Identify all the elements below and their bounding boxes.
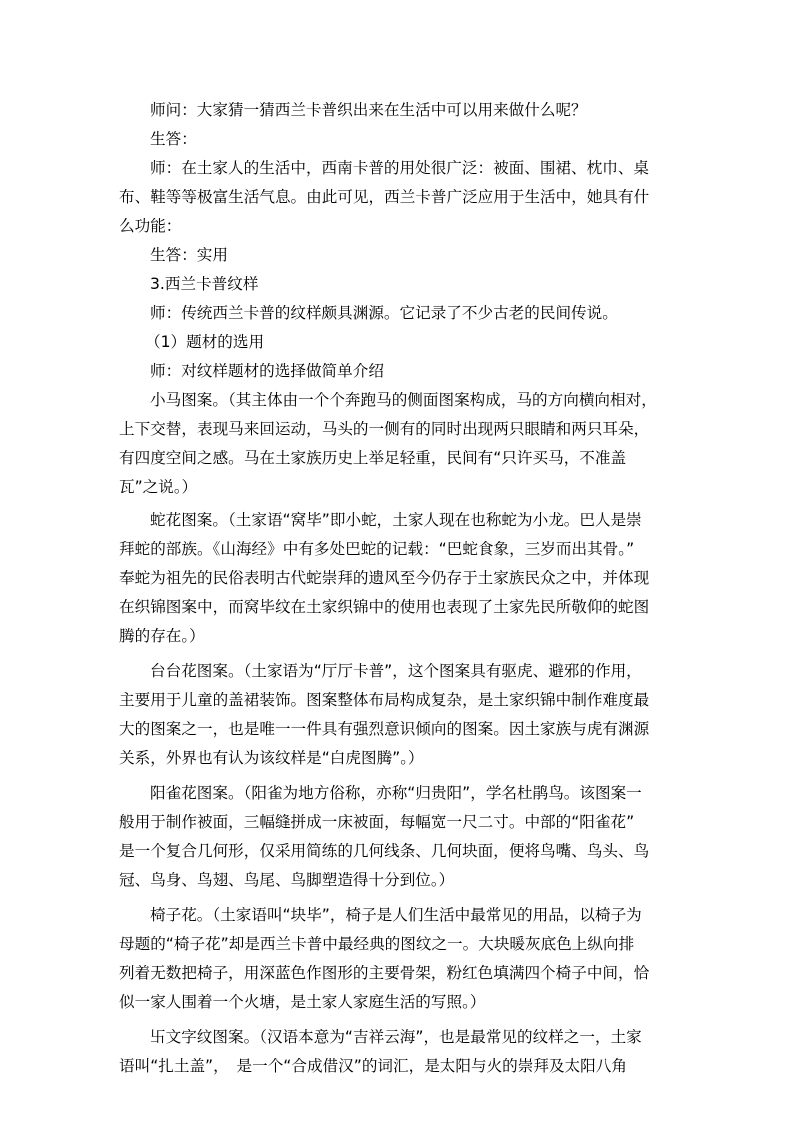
text-line: 腾的存在。） [119,627,205,645]
section-heading: 3.西兰卡普纹样 [150,275,259,293]
text-line: 布、鞋等等极富生活气息。由此可见，西兰卡普广泛应用于生活中，她具有什 [119,188,650,206]
text-line: 奉蛇为祖先的民俗表明古代蛇崇拜的遗风至今仍存于土家族民众之中，并体现 [119,569,650,587]
text-line: 似一家人围着一个火塘，是土家人家庭生活的写照。） [119,993,486,1011]
text-line: 瓦”之说。） [119,478,198,496]
text-line: 卐文字纹图案。（汉语本意为“吉祥云海”，也是最常见的纹样之一，土家 [150,1028,642,1046]
document-body [119,96,679,1081]
text-line: 列着无数把椅子，用深蓝色作图形的主要骨架，粉红色填满四个椅子中间，恰 [119,964,650,982]
text-line: 师问：大家猜一猜西兰卡普织出来在生活中可以用来做什么呢？ [150,101,587,119]
text-line: 有四度空间之感。马在土家族历史上举足轻重，民间有“只许买马，不准盖 [119,449,627,467]
text-line: 阳雀花图案。（阳雀为地方俗称，亦称“归贵阳”，学名杜鹃鸟。该图案一 [150,784,642,802]
text-line: 主要用于儿童的盖裙装饰。图案整体布局构成复杂，是土家织锦中制作难度最 [119,691,650,709]
text-line: 拜蛇的部族。《山海经》中有多处巴蛇的记载：“巴蛇食象，三岁而出其骨。” [119,540,635,558]
text-line: 么功能： [119,217,182,235]
text-line: 关系，外界也有认为该纹样是“白虎图腾”。） [119,749,424,767]
text-line: 上下交替，表现马来回运动，马头的一侧有的同时出现两只眼睛和两只耳朵， [119,420,650,438]
text-line: 椅子花。（土家语叫“块毕”，椅子是人们生活中最常见的用品，以椅子为 [150,906,642,924]
text-line: 师：在土家人的生活中，西南卡普的用处很广泛：被面、围裙、枕巾、桌 [150,159,650,177]
text-line: 母题的“椅子花”却是西兰卡普中最经典的图纹之一。大块暖灰底色上纵向排 [119,935,635,953]
text-line: 生答：实用 [150,246,228,264]
text-line: 是一个复合几何形，仅采用简练的几何线条、几何块面，便将鸟嘴、鸟头、鸟 [119,842,650,860]
text-line: 在织锦图案中，而窝毕纹在土家织锦中的使用也表现了土家先民所敬仰的蛇图 [119,598,650,616]
text-line: 台台花图案。（土家语为“厅厅卡普”，这个图案具有驱虎、避邪的作用， [150,662,642,680]
text-line: 语叫“扎土盖”， 是一个“合成借汉”的词汇，是太阳与火的崇拜及太阳八角 [119,1057,627,1075]
text-line: 师：传统西兰卡普的纹样颇具渊源。它记录了不少古老的民间传说。 [150,304,618,322]
text-line: 般用于制作被面，三幅缝拼成一床被面，每幅宽一尺二寸。中部的“阳雀花” [119,813,635,831]
text-line: 小马图案。（其主体由一个个奔跑马的侧面图案构成，马的方向横向相对， [150,391,657,409]
text-line: 冠、鸟身、鸟翅、鸟尾、鸟脚塑造得十分到位。） [119,871,455,889]
text-line: 师：对纹样题材的选择做简单介绍 [150,362,384,380]
text-line: 蛇花图案。（土家语“窝毕”即小蛇，土家人现在也称蛇为小龙。巴人是崇 [150,511,642,529]
text-line: 大的图案之一，也是唯一一件具有强烈意识倾向的图案。因土家族与虎有渊源 [119,720,650,738]
subsection-heading: （1）题材的选用 [145,333,265,351]
text-line: 生答： [150,130,197,148]
